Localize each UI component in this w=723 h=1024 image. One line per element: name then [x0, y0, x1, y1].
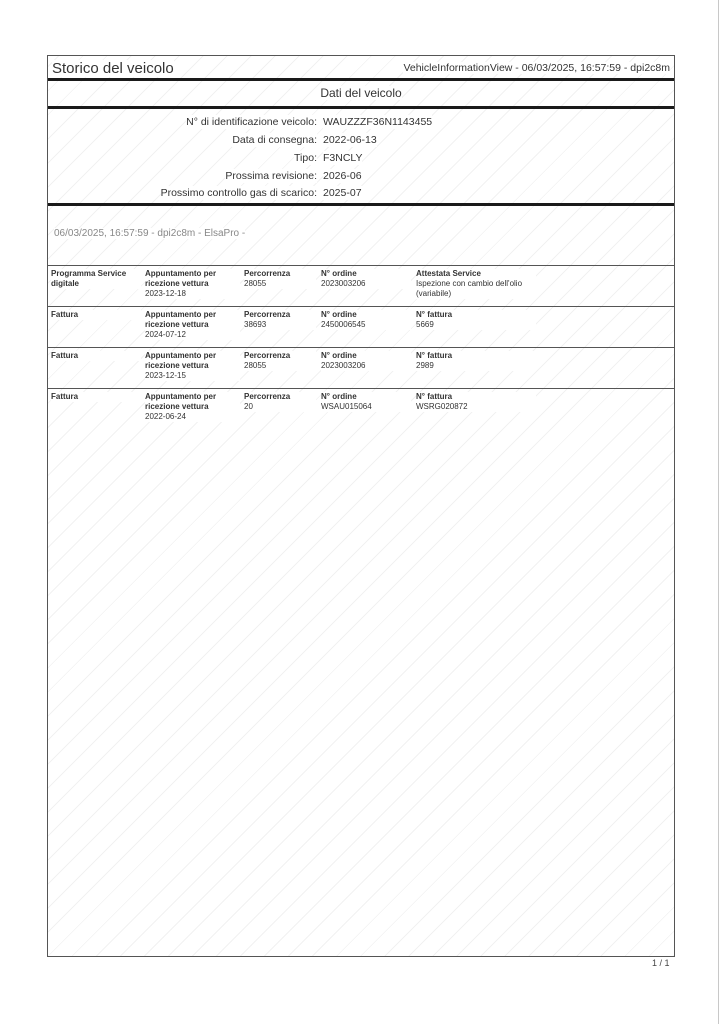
detail-label: Prossimo controllo gas di scarico: — [160, 187, 317, 199]
detail-value: WAUZZZF36N1143455 — [323, 116, 433, 128]
detail-label: Data di consegna: — [232, 134, 317, 146]
detail-delivery-date — [48, 133, 674, 149]
detail-value: 2022-06-13 — [323, 134, 377, 146]
blank-section — [48, 206, 674, 266]
record-invoice-number: N° fattura WSRG020872 — [416, 392, 536, 412]
history-record — [48, 307, 674, 348]
section-header — [48, 81, 674, 109]
detail-vin — [48, 115, 674, 131]
record-service-certificate: Attestata Service Ispezione con cambio dell'olio (variabile) — [416, 269, 536, 299]
watermark-text: 06/03/2025, 16:57:59 - dpi2c8m - ElsaPro - — [54, 228, 246, 239]
detail-value: F3NCLY — [323, 152, 363, 164]
history-record — [48, 266, 674, 307]
record-appointment: Appuntamento per ricezione vettura 2023-12-18 — [145, 269, 240, 299]
detail-value: 2025-07 — [323, 187, 362, 199]
page-number: 1 / 1 — [652, 958, 670, 968]
detail-label: Prossima revisione: — [225, 170, 317, 182]
history-record — [48, 389, 674, 430]
detail-type — [48, 151, 674, 167]
section-title: Dati del veicolo — [320, 86, 402, 100]
record-order: N° ordine 2450006545 — [321, 310, 411, 330]
record-mileage: Percorrenza 20 — [244, 392, 316, 412]
record-type: Fattura — [51, 351, 141, 361]
document-title: Storico del veicolo — [52, 60, 174, 77]
record-type: Fattura — [51, 310, 141, 320]
history-record — [48, 348, 674, 389]
record-appointment: Appuntamento per ricezione vettura 2022-06-24 — [145, 392, 240, 422]
vehicle-history-document — [47, 55, 675, 957]
record-appointment: Appuntamento per ricezione vettura 2023-12-15 — [145, 351, 240, 381]
record-mileage: Percorrenza 28055 — [244, 269, 316, 289]
record-order: N° ordine 2023003206 — [321, 351, 411, 371]
record-mileage: Percorrenza 28055 — [244, 351, 316, 371]
vehicle-details — [48, 109, 674, 206]
record-mileage: Percorrenza 38693 — [244, 310, 316, 330]
document-view-info: VehicleInformationView - 06/03/2025, 16:57:59 - dpi2c8m — [403, 62, 670, 74]
detail-value: 2026-06 — [323, 170, 362, 182]
record-type: Programma Service digitale — [51, 269, 141, 289]
detail-next-revision — [48, 169, 674, 185]
record-type: Fattura — [51, 392, 141, 402]
document-header — [48, 56, 674, 81]
detail-label: Tipo: — [294, 152, 317, 164]
record-order: N° ordine WSAU015064 — [321, 392, 411, 412]
record-appointment: Appuntamento per ricezione vettura 2024-07-12 — [145, 310, 240, 340]
detail-next-emission-check — [48, 186, 674, 202]
record-invoice-number: N° fattura 2989 — [416, 351, 536, 371]
record-order: N° ordine 2023003206 — [321, 269, 411, 289]
detail-label: N° di identificazione veicolo: — [186, 116, 317, 128]
record-invoice-number: N° fattura 5669 — [416, 310, 536, 330]
scan-edge-line — [718, 0, 719, 1024]
